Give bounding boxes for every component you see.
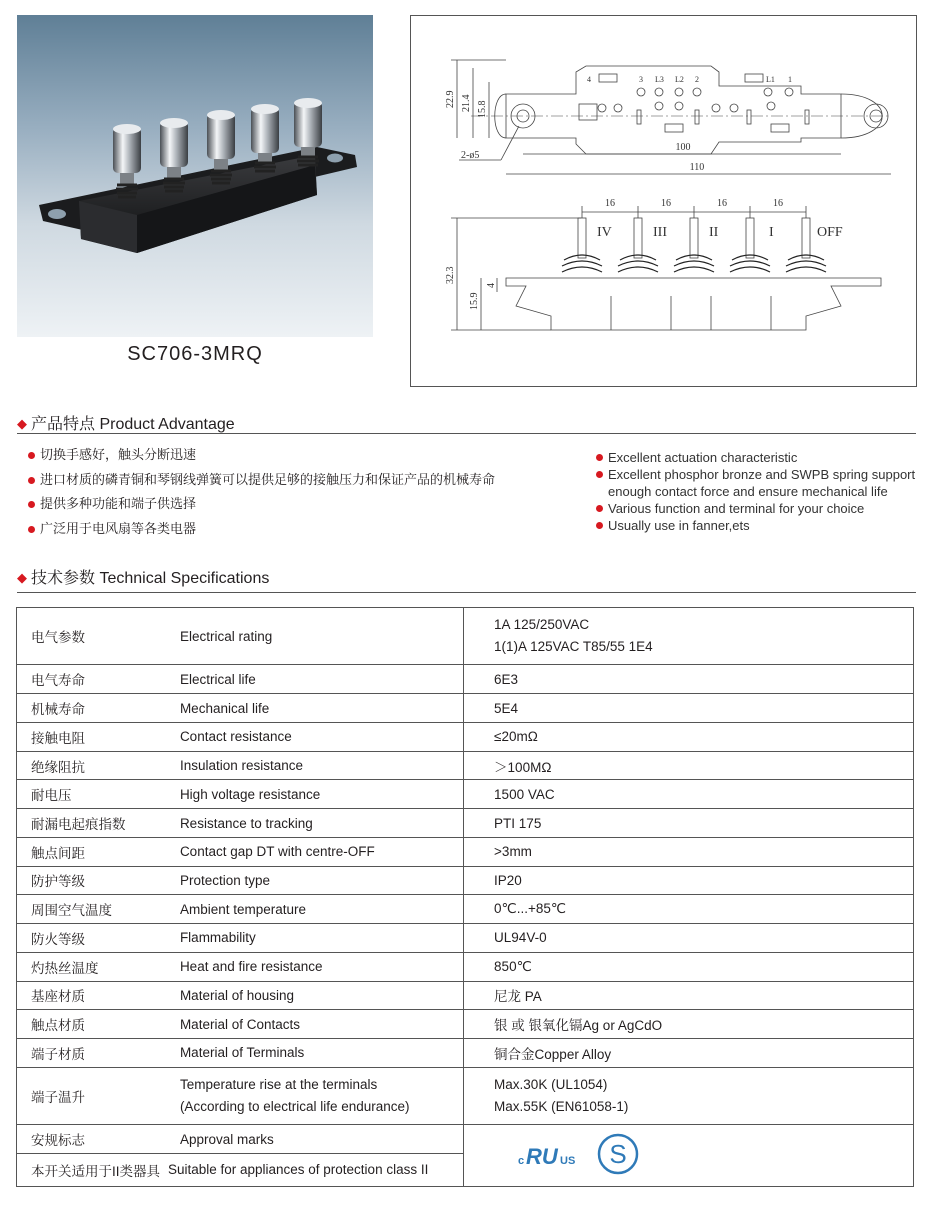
spec-cn: 接触电阻 [17,722,168,751]
advantage-list-en [596,449,916,534]
table-row [17,895,914,924]
spec-en: Contact resistance [168,722,464,751]
dim-h1: 22.9 [445,90,456,108]
spec-value: 850℃ [464,952,914,981]
terminal-label: 3 [639,75,643,84]
list-item: Excellent actuation characteristic [596,449,916,466]
pitch-label: 16 [605,198,615,209]
table-row [17,924,914,953]
dim-side-h3: 4 [486,283,497,288]
spec-value: PTI 175 [464,809,914,838]
spec-cn: 触点材质 [17,1010,168,1039]
terminal-label: L3 [655,75,664,84]
section-title-specs [17,565,269,588]
side-view [445,198,881,330]
s-cert-icon [599,1135,637,1173]
table-row [17,694,914,723]
divider [17,433,916,434]
position-label: I [769,225,774,240]
spec-value: UL94V-0 [464,924,914,953]
product-model: SC706-3MRQ [127,343,263,365]
table-row [17,1067,914,1124]
spec-cn: 机械寿命 [17,694,168,723]
pitch-label: 16 [661,198,671,209]
spec-value [464,608,914,665]
spec-en: Electrical rating [168,608,464,665]
switch-illustration [17,15,373,337]
spec-value: 银 或 银氧化镉Ag or AgCdO [464,1010,914,1039]
position-label: IV [597,225,612,240]
s-mark: S [609,1139,627,1170]
dim-w2: 110 [689,162,705,173]
list-item: 进口材质的磷青铜和琴钢线弹簧可以提供足够的接触压力和保证产品的机械寿命 [28,471,495,496]
section-title-cn: 产品特点 [31,416,96,433]
terminal-label: 4 [587,75,591,84]
spec-en: Material of housing [168,981,464,1010]
spec-en: Contact gap DT with centre-OFF [168,837,464,866]
spec-table [16,607,914,1187]
spec-value: ＞100MΩ [464,751,914,780]
spec-value: >3mm [464,837,914,866]
spec-en: Mechanical life [168,694,464,723]
spec-cn: 防火等级 [17,924,168,953]
table-row [17,665,914,694]
ul-cert-icon [514,1132,654,1176]
spec-value: 铜合金Copper Alloy [464,1039,914,1068]
spec-en-line: Temperature rise at the terminals [179,1077,378,1092]
spec-en [168,1067,464,1124]
position-label: OFF [817,225,843,240]
terminal-label: 2 [695,75,699,84]
section-title-advantage [17,411,235,434]
spec-cn: 电气寿命 [17,665,168,694]
spec-en: Heat and fire resistance [168,952,464,981]
table-row [17,981,914,1010]
spec-cn: 端子温升 [17,1067,168,1124]
spec-cn: 本开关适用于II类器具 [17,1153,168,1186]
section-title-en: Product Advantage [99,416,235,433]
spec-value-line: Max.55K (EN61058-1) [494,1099,629,1114]
section-title-cn: 技术参数 [31,570,96,587]
table-row [17,751,914,780]
spec-en: Electrical life [168,665,464,694]
table-row [17,837,914,866]
position-label: III [653,225,667,240]
list-item: Various function and terminal for your choice [596,500,916,517]
dim-w1: 100 [675,142,691,153]
spec-en: Material of Terminals [168,1039,464,1068]
list-item: Usually use in fanner,ets [596,517,916,534]
spec-cn: 绝缘阻抗 [17,751,168,780]
section-title-en: Technical Specifications [99,570,270,587]
spec-cn: 防护等级 [17,866,168,895]
spec-value-line: Max.30K (UL1054) [494,1077,608,1092]
spec-en: Ambient temperature [168,895,464,924]
spec-value: IP20 [464,866,914,895]
spec-en: Resistance to tracking [168,809,464,838]
pitch-label: 16 [717,198,727,209]
terminal-label: L1 [766,75,775,84]
terminal-label: L2 [675,75,684,84]
list-item: 广泛用于电风扇等各类电器 [28,520,495,545]
dim-side-h1: 32.3 [445,266,456,284]
spec-cn: 耐漏电起痕指数 [17,809,168,838]
terminal-label: 1 [788,75,792,84]
spec-cn: 耐电压 [17,780,168,809]
table-row [17,1039,914,1068]
list-item: 提供多种功能和端子供选择 [28,495,495,520]
spec-en-line: (According to electrical life endurance) [179,1099,410,1114]
ul-us-label: US [560,1155,576,1168]
technical-drawing [410,15,917,387]
advantage-list-cn [28,446,495,544]
dim-h2: 21.4 [461,94,472,112]
table-row [17,780,914,809]
pitch-label: 16 [773,198,783,209]
table-row [17,608,914,665]
spec-en: Flammability [168,924,464,953]
ul-mark: RU [526,1144,558,1170]
spec-en: Suitable for appliances of protection class II [168,1153,464,1186]
spec-value-line: 1(1)A 125VAC T85/55 1E4 [494,639,653,655]
spec-cn: 电气参数 [17,608,168,665]
table-row [17,809,914,838]
position-label: II [709,225,719,240]
divider [17,592,916,593]
spec-value: 5E4 [464,694,914,723]
spec-cn: 灼热丝温度 [17,952,168,981]
table-row [17,1125,914,1154]
spec-value: 6E3 [464,665,914,694]
table-row [17,866,914,895]
list-item: 切换手感好，触头分断迅速 [28,446,495,471]
spec-en: High voltage resistance [168,780,464,809]
diamond-icon: ◆ [17,570,27,585]
table-row [17,722,914,751]
top-view [445,60,891,174]
spec-value: ≤20mΩ [464,722,914,751]
spec-en: Approval marks [168,1125,464,1154]
list-item: Excellent phosphor bronze and SWPB spring support enough contact force and ensure mechanical life [596,466,916,500]
spec-value-line: 1A 125/250VAC [494,617,590,633]
spec-cn: 触点间距 [17,837,168,866]
spec-value: 0℃...+85℃ [464,895,914,924]
ul-c-label: c [518,1155,525,1168]
dim-holes: 2-ø5 [461,150,480,161]
spec-value: 1500 VAC [464,780,914,809]
table-row [17,952,914,981]
spec-cn: 安规标志 [17,1125,168,1154]
spec-en: Material of Contacts [168,1010,464,1039]
spec-cn: 端子材质 [17,1039,168,1068]
approval-marks [464,1125,914,1187]
dim-side-h2: 15.9 [469,292,480,310]
spec-cn: 基座材质 [17,981,168,1010]
table-row [17,1010,914,1039]
diamond-icon: ◆ [17,416,27,431]
product-photo [17,15,373,337]
spec-en: Protection type [168,866,464,895]
spec-value [464,1067,914,1124]
spec-en: Insulation resistance [168,751,464,780]
spec-value: 尼龙 PA [464,981,914,1010]
spec-cn: 周围空气温度 [17,895,168,924]
dim-h3: 15.8 [477,100,488,118]
